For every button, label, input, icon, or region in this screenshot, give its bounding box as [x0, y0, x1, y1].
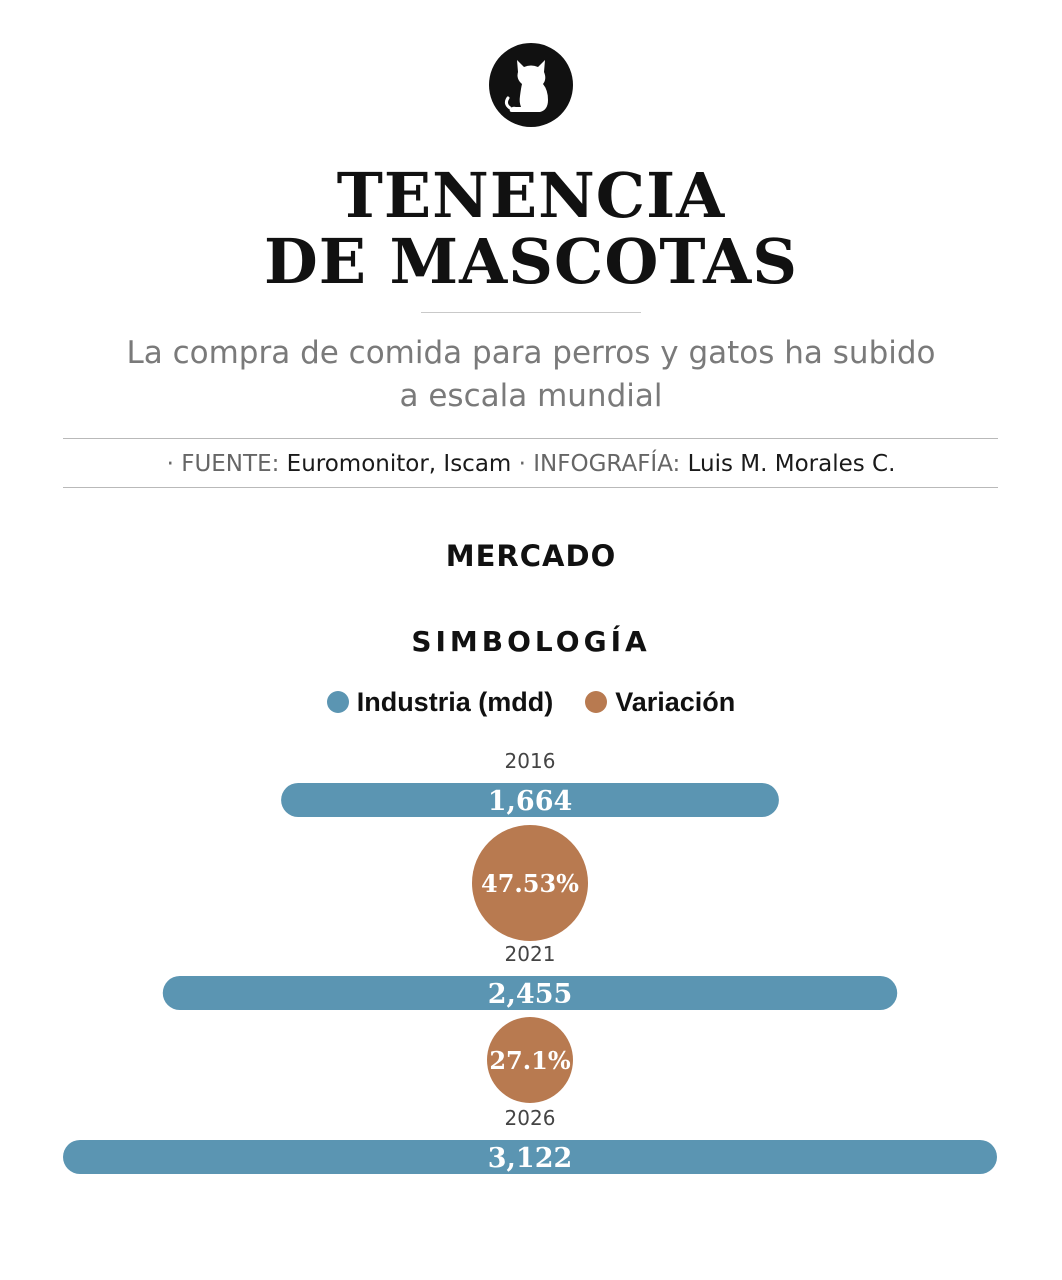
cat-icon	[488, 42, 574, 128]
year-label-2016: 2016	[504, 749, 556, 773]
source-prefix: · FUENTE:	[166, 451, 287, 477]
source-credit	[0, 448, 1062, 480]
page-title-line-2: DE MASCOTAS	[263, 225, 799, 298]
legend-item-variacion	[585, 684, 735, 720]
source-author: Luis M. Morales C.	[687, 451, 896, 477]
source-separator: · INFOGRAFÍA:	[511, 451, 688, 477]
legend-swatch-industria	[327, 691, 349, 713]
page-title-line-1: TENENCIA	[336, 159, 726, 232]
subtitle-line-2: a escala mundial	[399, 378, 663, 414]
year-label-2026: 2026	[504, 1106, 556, 1130]
legend-item-industria	[327, 684, 554, 720]
year-label-2021: 2021	[504, 942, 556, 966]
market-chart	[0, 740, 1062, 1200]
legend-label-industria: Industria (mdd)	[356, 687, 554, 717]
source-divider-top	[63, 438, 998, 439]
source-value: Euromonitor, Iscam	[286, 451, 512, 477]
industry-bar-label-2026: 3,122	[487, 1143, 573, 1174]
source-divider-bottom	[63, 487, 998, 488]
industry-bar-label-2021: 2,455	[487, 979, 573, 1010]
legend-title: SIMBOLOGÍA	[411, 625, 651, 658]
variation-label-2: 27.1%	[489, 1046, 571, 1075]
legend-label-variacion: Variación	[615, 687, 736, 717]
variation-label-1: 47.53%	[481, 869, 579, 898]
industry-bar-label-2016: 1,664	[487, 786, 573, 817]
title-divider	[421, 312, 641, 313]
legend	[0, 684, 1062, 720]
legend-swatch-variacion	[585, 691, 607, 713]
section-title: MERCADO	[445, 539, 617, 573]
subtitle-line-1: La compra de comida para perros y gatos ha subido	[126, 335, 936, 371]
